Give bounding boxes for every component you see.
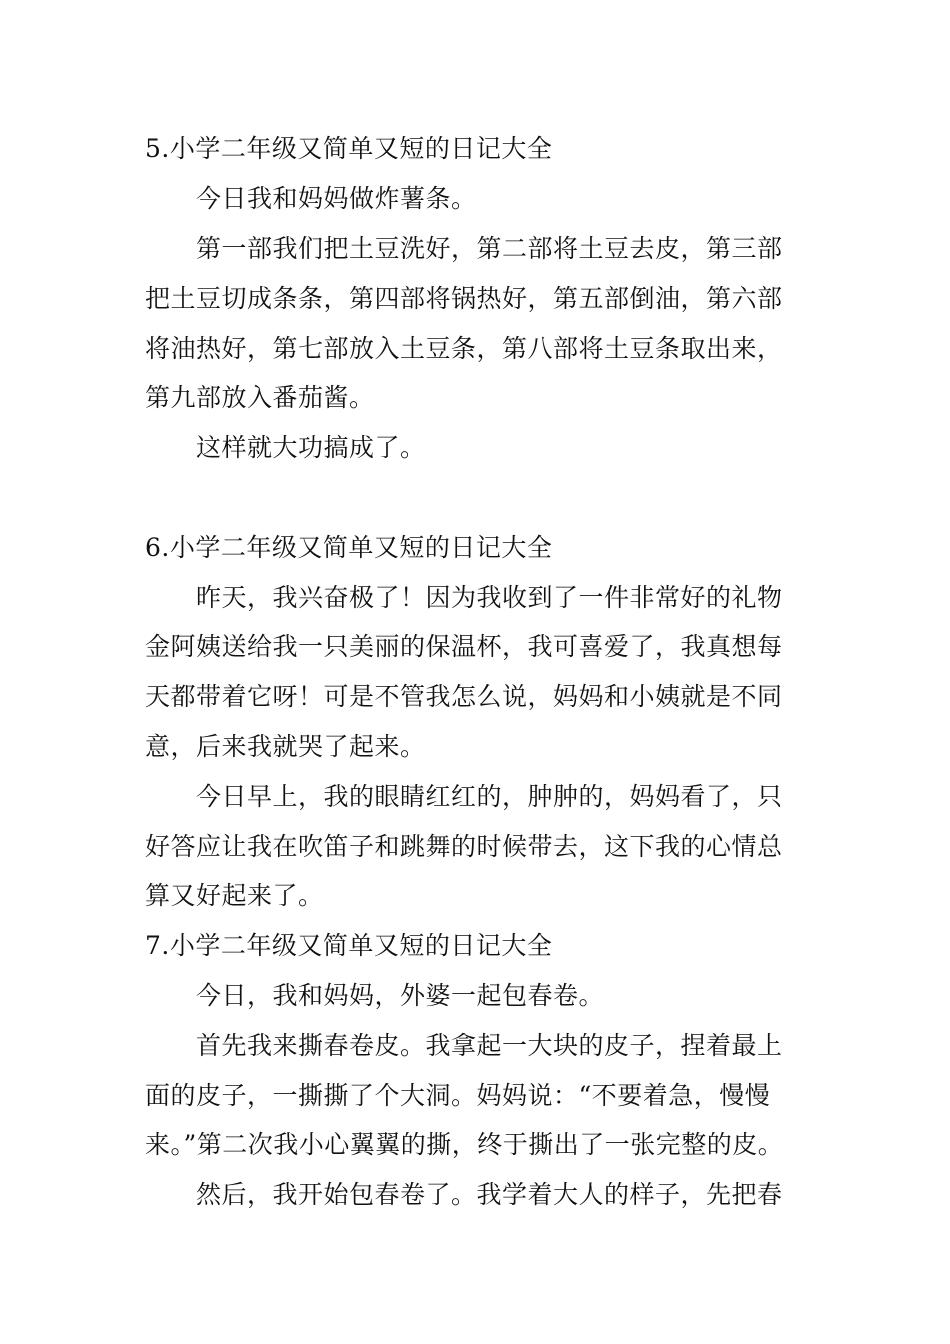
paragraph-line: 将油热好，第七部放入土豆条，第八部将土豆条取出来， — [145, 334, 783, 363]
paragraph-line: 昨天，我兴奋极了！因为我收到了一件非常好的礼物 — [196, 583, 783, 612]
paragraph-line: 天都带着它呀！可是不管我怎么说，妈妈和小姨就是不同 — [145, 682, 783, 711]
paragraph-line: 金阿姨送给我一只美丽的保温杯，我可喜爱了，我真想每 — [145, 632, 783, 661]
paragraph-line: 好答应让我在吹笛子和跳舞的时候带去，这下我的心情总 — [145, 832, 783, 861]
paragraph-line: 今日早上，我的眼睛红红的，肿肿的，妈妈看了，只 — [196, 782, 783, 811]
paragraph-line: 算又好起来了。 — [145, 881, 324, 910]
paragraph-line: 把土豆切成条条，第四部将锅热好，第五部倒油，第六部 — [145, 284, 783, 313]
paragraph-line: 第一部我们把土豆洗好，第二部将土豆去皮，第三部 — [196, 234, 783, 263]
paragraph-line: 意，后来我就哭了起来。 — [145, 732, 426, 761]
paragraph-line: 第九部放入番茄酱。 — [145, 383, 375, 412]
section-heading: 6.小学二年级又简单又短的日记大全 — [145, 533, 553, 562]
paragraph-line: 首先我来撕春卷皮。我拿起一大块的皮子，捏着最上 — [196, 1031, 783, 1060]
paragraph-line: 今日我和妈妈做炸薯条。 — [196, 184, 477, 213]
paragraph-line: 今日，我和妈妈，外婆一起包春卷。 — [196, 981, 605, 1010]
paragraph-line: 然后，我开始包春卷了。我学着大人的样子，先把春 — [196, 1180, 783, 1209]
section-heading: 7.小学二年级又简单又短的日记大全 — [145, 931, 553, 960]
section-heading: 5.小学二年级又简单又短的日记大全 — [145, 134, 553, 163]
paragraph-line: 这样就大功搞成了。 — [196, 433, 426, 462]
paragraph-line: 来。”第二次我小心翼翼的撕，终于撕出了一张完整的皮。 — [145, 1130, 784, 1159]
paragraph-line: 面的皮子，一撕撕了个大洞。妈妈说：“不要着急，慢慢 — [145, 1081, 771, 1110]
